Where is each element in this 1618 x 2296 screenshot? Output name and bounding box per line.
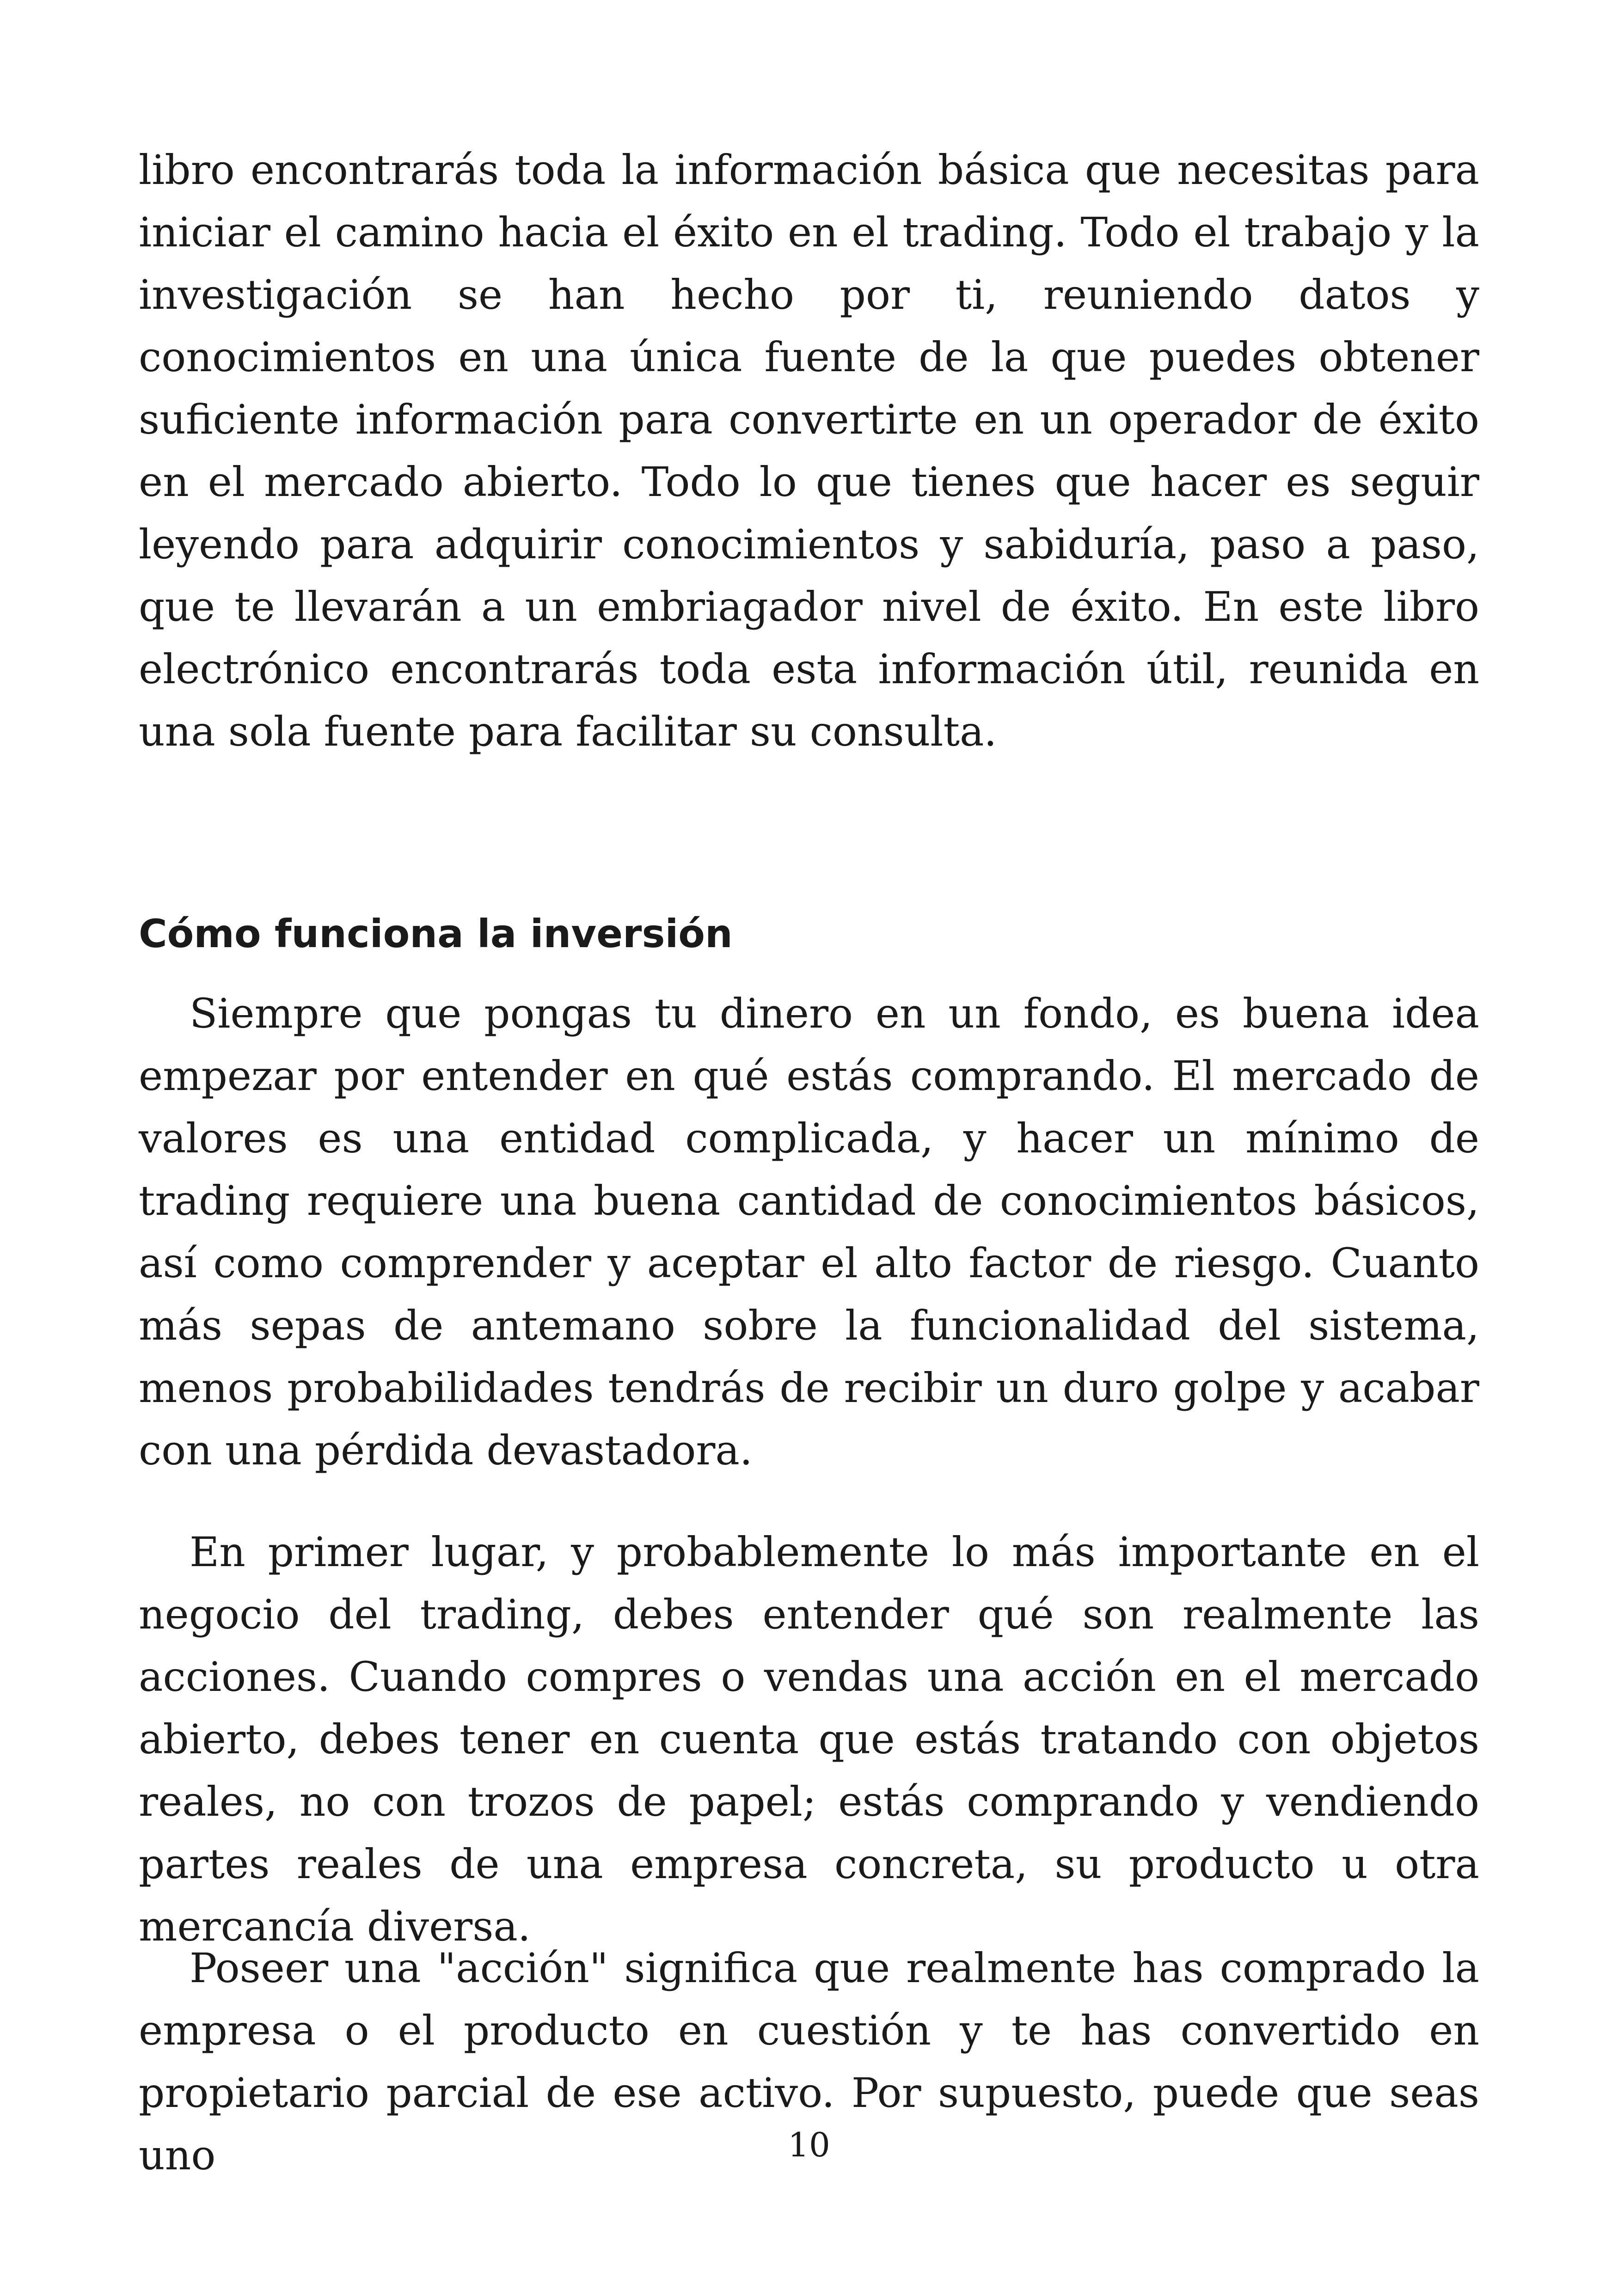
page-number: 10 xyxy=(788,2125,830,2164)
paragraph-investment-basics: Siempre que pongas tu dinero en un fondo, es buena idea empezar por entender en qué estás comprando. El mercado de valores es una entidad complicada, y hacer un mínimo de trading requiere una buena cantidad de conocimientos básicos, así como comprender y aceptar el alto factor de riesgo. Cuanto más sepas de antemano sobre la funcionalidad del sistema, menos probabilidades tendrás de recibir un duro golpe y acabar con una pérdida devastadora. xyxy=(139,990,1479,1474)
paragraph-understanding-stocks: En primer lugar, y probablemente lo más importante en el negocio del trading, debes entender qué son realmente las acciones. Cuando compres o vendas una acción en el mercado abierto, debes tener en cuenta que estás tratando con objetos reales, no con trozos de papel; estás comprando y vendiendo partes reales de una empresa concreta, su producto u otra mercancía diversa. xyxy=(139,1528,1479,1950)
paragraph-intro: libro encontrarás toda la información básica que necesitas para iniciar el camino hacia el éxito en el trading. Todo el trabajo y la investigación se han hecho por ti, reuniendo datos y conocimientos en una única fuente de la que puedes obtener suficiente información para convertirte en un operador de éxito en el mercado abierto. Todo lo que tienes que hacer es seguir leyendo para adquirir conocimientos y sabiduría, paso a paso, que te llevarán a un embriagador nivel de éxito. En este libro electrónico encontrarás toda esta información útil, reunida en una sola fuente para facilitar su consulta. xyxy=(139,146,1479,755)
paragraph-owning-a-share: Poseer una "acción" significa que realmente has comprado la empresa o el producto en cuestión y te has convertido en propietario parcial de ese activo. Por supuesto, puede que seas uno xyxy=(139,1944,1479,2179)
section-heading: Cómo funciona la inversión xyxy=(139,911,733,956)
